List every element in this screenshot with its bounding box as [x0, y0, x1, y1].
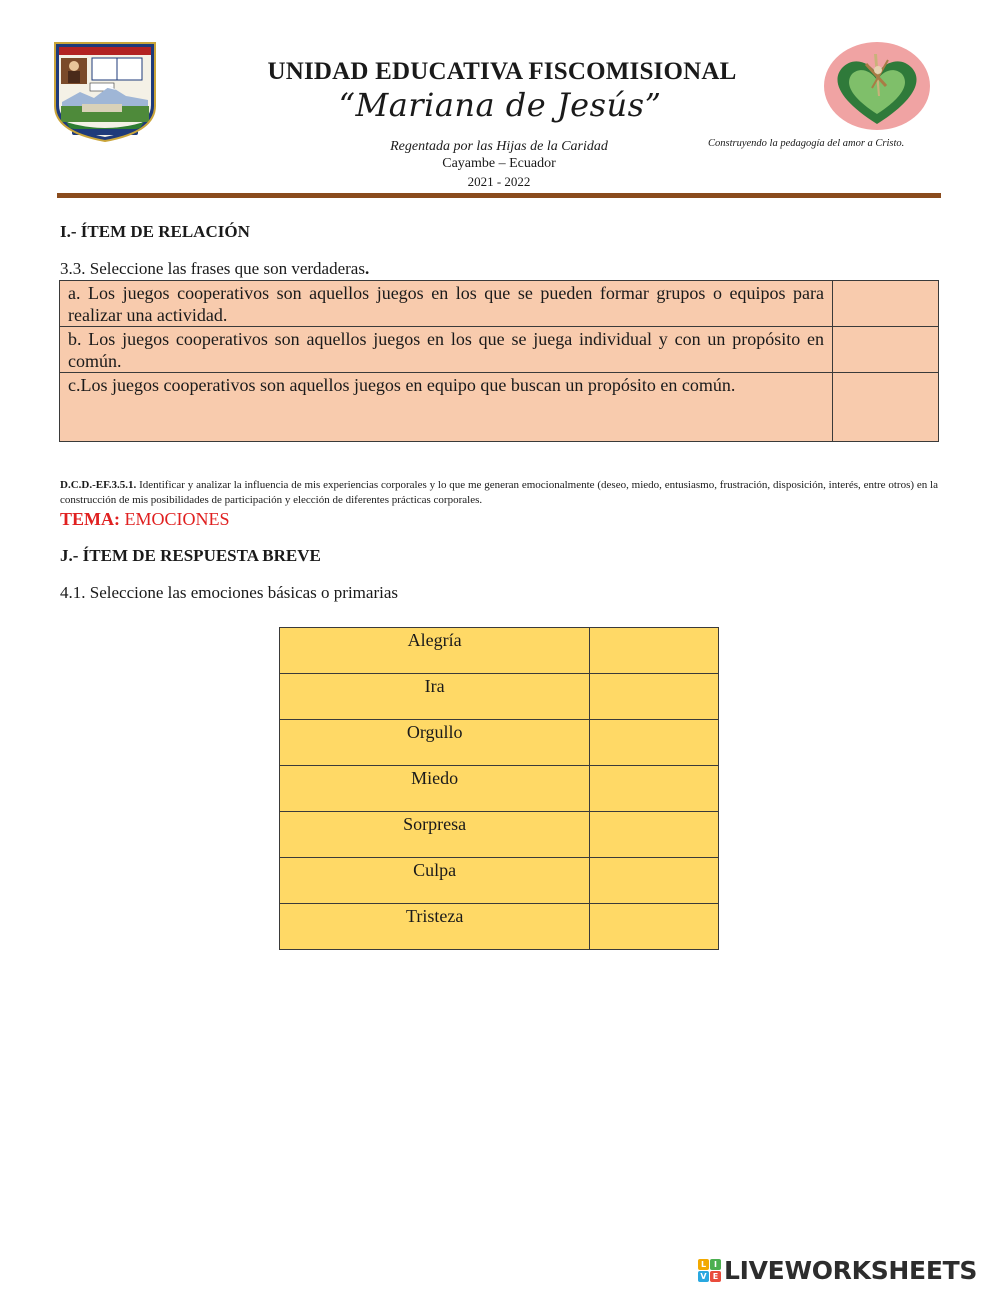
institution-name: UNIDAD EDUCATIVA FISCOMISIONAL: [267, 58, 737, 85]
statement-row: [60, 373, 939, 442]
true-statements-table: [59, 280, 939, 442]
school-name: “Mariana de Jesús”: [338, 86, 662, 124]
logo-letter-e: E: [710, 1271, 721, 1282]
statement-answer-box[interactable]: [833, 281, 939, 327]
emotion-row: [280, 812, 719, 858]
topic-line: [60, 509, 230, 530]
statement-answer-box[interactable]: [833, 327, 939, 373]
statement-answer-box[interactable]: [833, 373, 939, 442]
standard-text: Identificar y analizar la influencia de mis experiencias corporales y lo que me generan emocionalmente (deseo, miedo, entusiasmo, frustración, disposición, interés, entre otros) en la construcción de mis posibilidades de participación y elección de diferentes prácticas corporales.: [60, 479, 938, 506]
emotion-answer-box[interactable]: [590, 858, 719, 904]
emotion-answer-box[interactable]: [590, 628, 719, 674]
school-motto: Construyendo la pedagogía del amor a Cristo.: [708, 138, 905, 149]
emotion-answer-box[interactable]: [590, 720, 719, 766]
statement-row: [60, 327, 939, 373]
school-year: 2021 - 2022: [467, 174, 531, 189]
emotion-row: [280, 628, 719, 674]
topic-value: EMOCIONES: [124, 509, 230, 529]
emotion-answer-box[interactable]: [590, 904, 719, 950]
emotion-answer-box[interactable]: [590, 674, 719, 720]
liveworksheets-logo-icon: [698, 1259, 721, 1282]
emotion-answer-box[interactable]: [590, 766, 719, 812]
regent-text: Regentada por las Hijas de la Caridad: [390, 139, 608, 154]
emotion-label: Tristeza: [280, 904, 590, 950]
emotion-row: [280, 720, 719, 766]
section-j-title: J.- ÍTEM DE RESPUESTA BREVE: [60, 546, 321, 565]
emotion-label: Culpa: [280, 858, 590, 904]
section-j-instruction: 4.1. Seleccione las emociones básicas o primarias: [60, 583, 398, 602]
emotion-row: [280, 766, 719, 812]
emotion-row: [280, 858, 719, 904]
standard-code: D.C.D.-EF.3.5.1.: [60, 479, 137, 491]
emotion-label: Miedo: [280, 766, 590, 812]
statement-row: [60, 281, 939, 327]
emotion-row: [280, 904, 719, 950]
emotion-row: [280, 674, 719, 720]
location-text: Cayambe – Ecuador: [442, 156, 556, 171]
curriculum-standard: [60, 478, 938, 508]
logo-letter-l: L: [698, 1259, 709, 1270]
statement-text: b. Los juegos cooperativos son aquellos juegos en los que se juega individual y con un propósito en común.: [60, 327, 833, 373]
logo-letter-i: I: [710, 1259, 721, 1270]
emotion-answer-box[interactable]: [590, 812, 719, 858]
topic-label: TEMA:: [60, 509, 120, 529]
emotion-label: Orgullo: [280, 720, 590, 766]
logo-letter-v: V: [698, 1271, 709, 1282]
emotion-label: Sorpresa: [280, 812, 590, 858]
emotion-label: Ira: [280, 674, 590, 720]
statement-text: c.Los juegos cooperativos son aquellos juegos en equipo que buscan un propósito en común.: [60, 373, 833, 442]
section-i-instruction: 3.3. Seleccione las frases que son verdaderas.: [60, 259, 370, 278]
header-divider: [57, 193, 941, 198]
emotions-table: [279, 627, 719, 950]
section-i-title: I.- ÍTEM DE RELACIÓN: [60, 222, 250, 241]
emotion-label: Alegría: [280, 628, 590, 674]
statement-text: a. Los juegos cooperativos son aquellos juegos en los que se pueden formar grupos o equipos para realizar una actividad.: [60, 281, 833, 327]
liveworksheets-watermark[interactable]: [698, 1256, 977, 1285]
liveworksheets-wordmark: LIVEWORKSHEETS: [724, 1256, 978, 1285]
